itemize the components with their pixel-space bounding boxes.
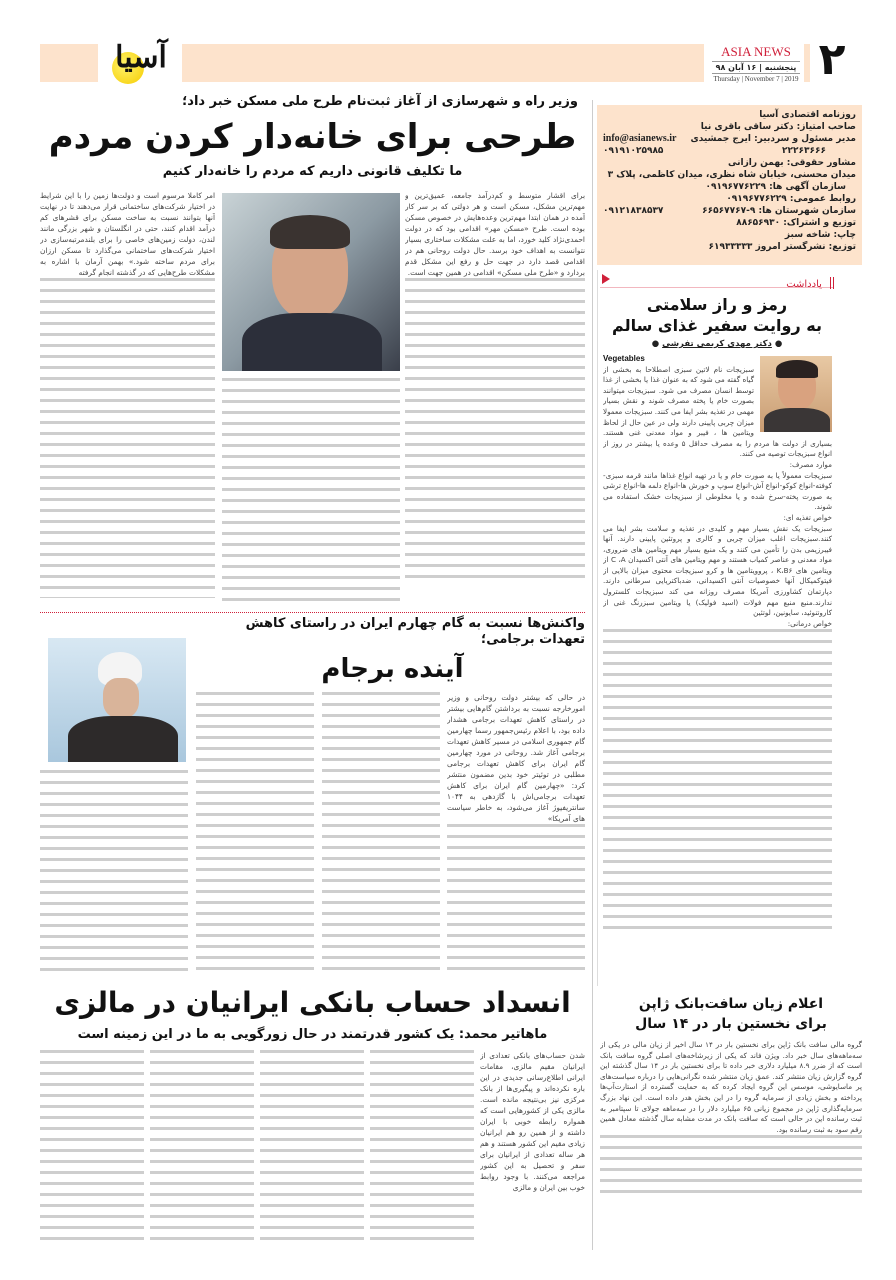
bottom-column-1 [480, 1050, 585, 1248]
text-lines [40, 278, 215, 598]
photo-wrap-space [754, 354, 832, 434]
header-band-left [40, 44, 98, 82]
bottom-column-5 [40, 1050, 144, 1248]
column-divider [592, 100, 593, 1250]
logo [104, 40, 176, 86]
date-persian: پنجشنبه | ۱۶ آبان ۹۸ [712, 62, 800, 74]
masthead-box [597, 105, 862, 265]
second-column-3 [196, 692, 314, 975]
masthead-phone: ۲۲۲۶۳۶۶۶ [782, 146, 826, 156]
note-usage: سبزیجات معمولاً یا به صورت خام و یا در تهیه انواع غذاها مانند قرمه سبزی-کوفته-انواع کوکو-انواع آش-انواع سوپ و خورش ها-انواع دلمه ها-انواع ترشی به صورت پخته-سرخ شده و یا مخلوطی از سبزیجات خشک استفاده می شوند. [603, 470, 832, 512]
play-icon [602, 274, 610, 284]
header-band-right [804, 44, 810, 82]
masthead-line: توزیع: نشرگستر امروز ۶۱۹۳۳۳۳۳ [708, 242, 856, 252]
japan-body [600, 1040, 862, 1248]
text-lines [447, 824, 585, 974]
masthead-line: سازمان آگهی ها: ۰۹۱۹۶۷۷۶۲۲۹ [705, 182, 846, 192]
note-subheading: موارد مصرف: [789, 459, 832, 469]
note-title-line: رمز و راز سلامتی [646, 295, 788, 314]
japan-text: گروه مالی سافت بانک ژاپن برای نخستین بار در ۱۴ سال اخیر از زیان مالی در یکی از سه‌ماهه‌های سال خبر داد. ویژن فاند که یکی از زیرشاخه‌های اصلی گروه سافت بانک است که از ضرر ۸.۹ میلیارد دلاری خبر داده تا برای نخستین بار در ۱۴ سال گذشته این گروه گزارش زیان منتشر کند. عمق زیان منتشر شده نگرانی‌هایی را درباره سیاست‌های پر ماسایوشی، موسس این گروه ایجاد کرده که به حمایت گسترده از استارت‌آپ‌ها پرداخته و بخش زیادی از سرمایه گروه را در این بخش هدر داده است. این نهاد بزرگ سرمایه‌گذاری ژاپن در مجموع زیانی ۶۵ میلیارد دلار را در سه‌ماهه جولای تا سپتامبر به ثبت رسانده این در حالی است که سافت بانک در مدت مشابه سال گذشته معادل همین رقم سود به ثبت رسانده بود. [600, 1040, 862, 1134]
main-column-middle [222, 378, 400, 605]
bottom-text-right: شدن حساب‌های بانکی تعدادی از ایرانیان مقیم مالزی، مقامات ایرانی اطلاع‌رسانی جدیدی در این باره نکرده‌اند و پیگیری‌ها از بانک مرکزی نیز بی‌نتیجه مانده است. مالزی یکی از کشورهایی است که همواره رابطه خوبی با ایران داشته و از همین رو هم ایرانیان زیادی مقیم این کشور هستند و هم هر ساله تعدادی از ایرانیان برای سفر و تحصیل به این کشور مراجعه می‌کنند. با وجود روابط خوب بین ایران و مالزی [480, 1051, 585, 1192]
masthead-address: میدان محسنی، خیابان شاه نظری، میدان کاظمی، پلاک ۳ [607, 170, 856, 180]
masthead-line: توزیع و اشتراک: ۸۸۶۵۶۹۳۰ [736, 218, 856, 228]
main-headline: طرحی برای خانه‌دار کردن مردم [48, 117, 577, 157]
section-bar-icon [830, 277, 834, 289]
text-lines [600, 1135, 862, 1195]
masthead-line: روزنامه اقتصادی آسیا [759, 110, 856, 120]
header-band-middle [182, 44, 704, 82]
bullet-icon: ● [651, 339, 660, 349]
rouhani-photo [48, 638, 186, 762]
japan-title-line: اعلام زیان سافت‌بانک ژاپن [638, 996, 824, 1012]
main-column-left [40, 190, 215, 605]
masthead-line: چاپ: شاخه سبز [784, 230, 856, 240]
logo-text: آسیا [115, 40, 167, 75]
second-column-4 [40, 770, 188, 975]
edition-box [712, 44, 800, 83]
note-subheading: خواص تغذیه ای: [783, 512, 832, 522]
main-text-left: امر کاملا مرسوم است و دولت‌ها زمین را با این شرایط در اختیار شرکت‌های ساختمانی قرار می‌دهند تا در نهایت آنها بتوانند نسبت به ساخت مسکن برای قشرهای کم درآمد اقدام کنند، حتی در انگلستان و شهر بزرگی مانند لندن، دولت زمین‌های خاصی را برای بلندمرتبه‌سازی در اختیار شرکت‌های ساختمانی می‌گذارد تا مسکن ارزان برای مردم ساخته شود.» بهمن آرمان با اشاره به مشکلات طرح‌هایی که در گذشته انجام گرفته [40, 191, 215, 277]
bullet-icon: ● [774, 339, 783, 349]
vegetables-label: Vegetables [603, 354, 645, 363]
date-english: Thursday | November 7 | 2019 [713, 75, 799, 83]
text-lines [405, 278, 585, 578]
section-separator [40, 612, 585, 613]
masthead-line: مشاور حقوقی: بهمن رازانی [728, 158, 856, 168]
japan-title [600, 994, 862, 1034]
masthead-mobile: ۰۹۱۹۱۰۲۵۹۸۵ [603, 146, 664, 156]
masthead-line: صاحب امتیاز: دکتر ساقی باقری نیا [700, 122, 856, 132]
masthead-line: مدیر مسئول و سردبیر: ایرج جمشیدی [690, 134, 856, 144]
masthead-mobile: ۰۹۱۲۱۸۳۸۵۳۷ [603, 206, 664, 216]
note-subheading: خواص درمانی: [787, 618, 832, 628]
second-kicker: واکنش‌ها نسبت به گام چهارم ایران در راستای کاهش تعهدات برجامی؛ [245, 616, 585, 647]
main-text-right: برای اقشار متوسط و کم‌درآمد جامعه، عمیق‌ترین و مهم‌ترین مشکل، مسکن است و هر دولتی که بر سر کار آمده در همان ابتدا مهم‌ترین وعده‌هایش در خصوص مسکن بوده است. طرح «مسکن مهر» اقدامی بود که در دولت احمدی‌نژاد کلید خورد، اما به علت مشکلات ساختاری بسیار نتوانست به اهداف خود برسد. حال دولت روحانی هم در اقدامی قصد دارد در جهت حل و رفع این مشکل قدم بردارد و «طرح ملی مسکن» اقدامی در همین جهت است. [405, 191, 585, 277]
bottom-column-3 [260, 1050, 364, 1248]
text-lines [603, 629, 832, 929]
main-kicker: وزیر راه و شهرسازی از آغاز ثبت‌نام طرح ملی مسکن خبر داد؛ [182, 94, 578, 109]
note-body [603, 354, 832, 984]
note-section-label: یادداشت [786, 279, 822, 290]
masthead-line: سازمان شهرستان ها: ۹-۶۶۵۶۷۷۶۷ [702, 206, 856, 216]
masthead-email[interactable]: info@asianews.ir [603, 133, 677, 144]
brand-name: ASIA NEWS [712, 44, 800, 62]
masthead-line: روابط عمومی: ۰۹۱۹۶۷۷۶۲۲۹ [726, 194, 856, 204]
note-byline [600, 339, 834, 349]
page-number: ۲ [818, 34, 846, 85]
note-intro: سبزیجات نام لاتین سبزی اصطلاحا به بخشی از گیاه گفته می شود که به عنوان غذا یا بخشی از غذا توسط انسان مصرف می شود. سبزیجات میتوانند بصورت خام یا پخته مصرف شوند و نقش بسیار مهمی در تغذیه بشر ایفا می کنند. سبزیجات معمولا میزان چربی پایینی دارند ولی در عین حال از لحاظ ویتامین ها ، فیبر و مواد معدنی غنی هستند. بسیاری از دولت ها مردم را به مصرف حداقل ۵ وعده یا بیشتر در روز از انواع سبزیجات توصیه می کنند. [603, 364, 832, 459]
main-subhead: ما تکلیف قانونی داریم که مردم را خانه‌دار کنیم [162, 164, 463, 179]
note-title [600, 294, 834, 336]
author-name: دکتر مهدی کریمی تفرشی [662, 339, 772, 349]
bottom-column-4 [150, 1050, 254, 1248]
bottom-column-2 [370, 1050, 474, 1248]
second-column-2 [322, 692, 440, 975]
second-column-1 [447, 692, 585, 975]
second-text-right: در حالی که بیشتر دولت روحانی و وزیر امورخارجه نسبت به برداشتن گام‌هایی بیشتر در راستای کاهش تعهدات برجامی هشدار داده بود، با اعلام رئیس‌جمهور رسما چهارمین گام جمهوری اسلامی در مسیر کاهش تعهدات برجامی آغاز شد. روحانی در مورد چهارمین گام ایران برای کاهش تعهدات برجامی مطلبی در توئیتر خود بدین مضمون منتشر کرد: «چهارمین گام ایران برای کاهش تعهدات برجامی‌اش با گازدهی به ۱۰۴۴ سانتریفیوژ آغاز می‌شود، به خاطر سیاست های آمریکا» [447, 693, 585, 823]
note-title-line: به روایت سفیر غذای سالم [612, 316, 822, 335]
bottom-headline: انسداد حساب بانکی ایرانیان در مالزی [54, 986, 571, 1019]
note-section-header [600, 272, 834, 288]
bottom-subhead: ماهاتیر محمد: یک کشور قدرتمند در حال زورگویی به ما در این زمینه است [77, 1027, 548, 1042]
main-column-right [405, 190, 585, 605]
second-headline: آینده برجام [321, 654, 464, 684]
japan-title-line: برای نخستین بار در ۱۴ سال [635, 1016, 827, 1032]
minister-photo [222, 193, 400, 371]
note-nutrition: سبزیجات یک نقش بسیار مهم و کلیدی در تغذیه و سلامت بشر ایفا می کنند.سبزیجات اغلب میزان چربی و کالری و پروتئین پایینی دارند. آنها فیبرزیمی بدن را تأمین می کنند و یک منبع بسیار مهم ویتامین های ضروری، مواد معدنی و عناصر کمیاب هستند و مهم ویتامین های آنتی اکسیدان C ،A از ویتامین های K،B۶ ، پروویتامین ها و کرو سبزیجات محتوی میزان بالایی از فیتوکمیکال آنها خصوصیات آنتی اکسیدانی، ضدباکتریایی سرطانی دارند. دپارتمان کشاورزی آمریکا مصرف روزانه می کند سبزیجات کلسترول ندارند.منبع منبع مهم فولات (اسید فولیک) یا ویتامین سبزرنگ غنی از کاروتنوئید، سایونین، لوتئین [603, 523, 832, 618]
